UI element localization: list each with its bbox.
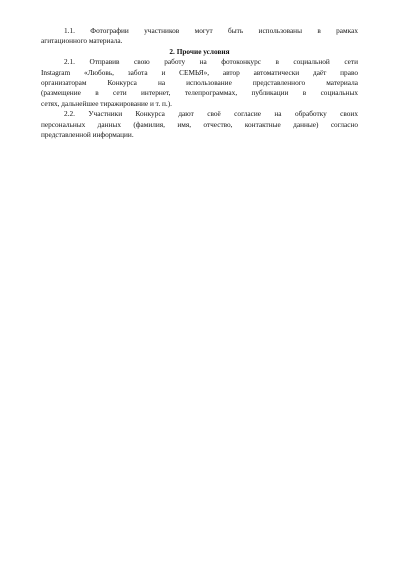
paragraph-2-2: [41, 109, 358, 140]
paragraph-line: агитационного материала.: [41, 36, 123, 46]
paragraph-line: 2.1. Отправив свою работу на фотоконкурс в социальной сети: [64, 57, 358, 67]
paragraph-line: представленной информации.: [41, 130, 134, 140]
paragraph-line: сетях, дальнейшее тиражирование и т. п.).: [41, 98, 172, 108]
section-heading-2: 2. Прочие условия: [169, 46, 230, 56]
paragraph-line: (размещение в сети интернет, телепрограммах, публикации в социальных: [41, 88, 358, 98]
paragraph-line: 2.2. Участники Конкурса дают своё согласие на обработку своих: [64, 109, 358, 119]
paragraph-line: организаторам Конкурса на использование представленного материала: [41, 78, 358, 88]
paragraph-1-1: [41, 26, 358, 47]
document-body: [41, 26, 358, 140]
paragraph-2-1: [41, 57, 358, 109]
paragraph-line: 1.1. Фотографии участников могут быть использованы в рамках: [64, 26, 358, 35]
paragraph-line: Instagram «Любовь, забота и СЕМЬЯ», автор автоматически даёт право: [41, 67, 358, 77]
paragraph-line: персональных данных (фамилия, имя, отчество, контактные данные) согласно: [41, 119, 358, 129]
